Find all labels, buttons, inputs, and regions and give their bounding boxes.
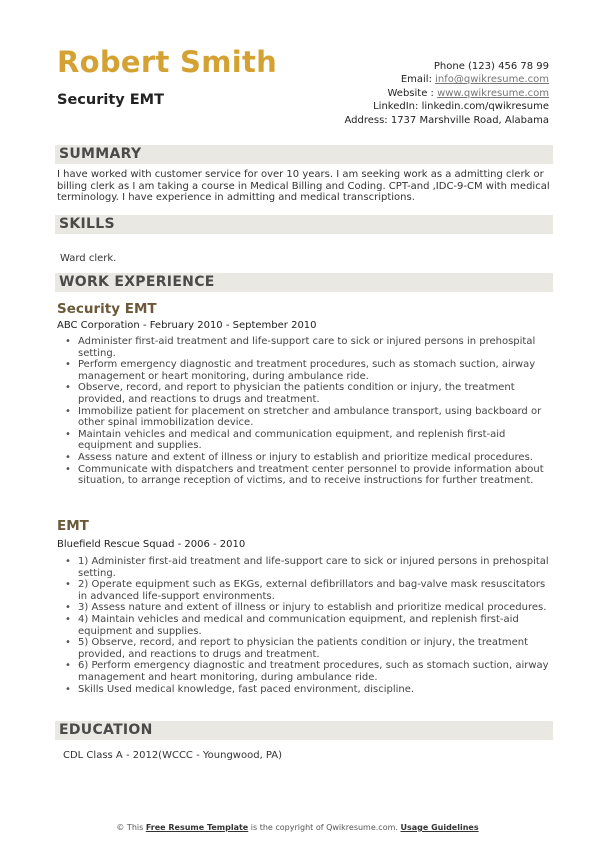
list-item: • 3) Assess nature and extent of illness or injury to establish and prioritize medical procedures. xyxy=(63,602,553,614)
website-label: Website : xyxy=(387,87,438,99)
job-bullets-1 xyxy=(63,336,553,487)
job-company-1: ABC Corporation - February 2010 - September 2010 xyxy=(57,320,317,331)
work-heading-label: WORK EXPERIENCE xyxy=(59,274,215,290)
website-link[interactable]: www.qwikresume.com xyxy=(437,87,549,99)
list-item: • 1) Administer first-aid treatment and life-support care to sick or injured persons in prehospital setting. xyxy=(63,556,553,579)
education-heading xyxy=(55,721,553,740)
footer-middle: is the copyright of Qwikresume.com. xyxy=(248,823,401,832)
education-heading-label: EDUCATION xyxy=(59,722,153,738)
summary-heading xyxy=(55,145,553,164)
footer xyxy=(0,823,595,832)
list-item: • Administer first-aid treatment and life-support care to sick or injured persons in prehospital setting. xyxy=(63,336,553,359)
work-heading xyxy=(55,273,553,292)
job-company-2: Bluefield Rescue Squad - 2006 - 2010 xyxy=(57,539,246,550)
phone: Phone (123) 456 78 99 xyxy=(433,61,549,72)
list-item: • Skills Used medical knowledge, fast paced environment, discipline. xyxy=(63,684,553,696)
summary-text: I have worked with customer service for over 10 years. I am seeking work as a admitting clerk or billing clerk as I am taking a course in Medical Billing and Coding. CPT-and ,IDC-9-CM with medical terminology. I have experience in admitting and medical transcriptions. xyxy=(57,169,550,204)
linkedin: LinkedIn: linkedin.com/qwikresume xyxy=(373,101,549,113)
footer-prefix: © This xyxy=(116,823,146,832)
usage-guidelines-link[interactable]: Usage Guidelines xyxy=(400,823,479,832)
education-text: CDL Class A - 2012(WCCC - Youngwood, PA) xyxy=(63,750,283,761)
email-label: Email: xyxy=(400,74,436,86)
list-item: • 5) Observe, record, and report to physician the patients condition or injury, the treatment provided, and reactions to drugs and treatment. xyxy=(63,637,553,660)
list-item: • Communicate with dispatchers and treatment center personnel to provide information about situation, to arrange reception of victims, and to receive instructions for further treatment. xyxy=(63,464,553,487)
candidate-name: Robert Smith xyxy=(57,45,278,79)
email-link[interactable]: info@qwikresume.com xyxy=(435,74,549,86)
free-template-link[interactable]: Free Resume Template xyxy=(145,823,249,832)
job-title-2: EMT xyxy=(57,518,89,534)
job-title-1: Security EMT xyxy=(57,301,157,317)
skills-text: Ward clerk. xyxy=(60,253,117,264)
job-title: Security EMT xyxy=(57,92,164,108)
list-item: • 6) Perform emergency diagnostic and treatment procedures, such as stomach suction, airway management and heart monitoring, during ambulance ride. xyxy=(63,660,553,683)
website-line xyxy=(344,87,549,100)
contact-block xyxy=(344,60,549,127)
list-item: • 4) Maintain vehicles and medical and communication equipment, and replenish first-aid equipment and supplies. xyxy=(63,614,553,637)
list-item: • 2) Operate equipment such as EKGs, external defibrillators and bag-valve mask resuscitators in advanced life-support environments. xyxy=(63,579,553,602)
list-item: • Immobilize patient for placement on stretcher and ambulance transport, using backboard or other spinal immobilization device. xyxy=(63,406,553,429)
list-item: • Perform emergency diagnostic and treatment procedures, such as stomach suction, airway management or heart monitoring, during ambulance ride. xyxy=(63,359,553,382)
skills-heading-label: SKILLS xyxy=(59,216,115,232)
list-item: • Maintain vehicles and medical and communication equipment, and replenish first-aid equipment and supplies. xyxy=(63,429,553,452)
email-line xyxy=(344,73,549,86)
address: Address: 1737 Marshville Road, Alabama xyxy=(344,114,549,126)
summary-heading-label: SUMMARY xyxy=(59,146,142,162)
list-item: • Assess nature and extent of illness or injury to establish and prioritize medical procedures. xyxy=(63,452,553,464)
job-bullets-2 xyxy=(63,556,553,695)
skills-heading xyxy=(55,215,553,234)
list-item: • Observe, record, and report to physician the patients condition or injury, the treatment provided, and reactions to drugs and treatment. xyxy=(63,382,553,405)
